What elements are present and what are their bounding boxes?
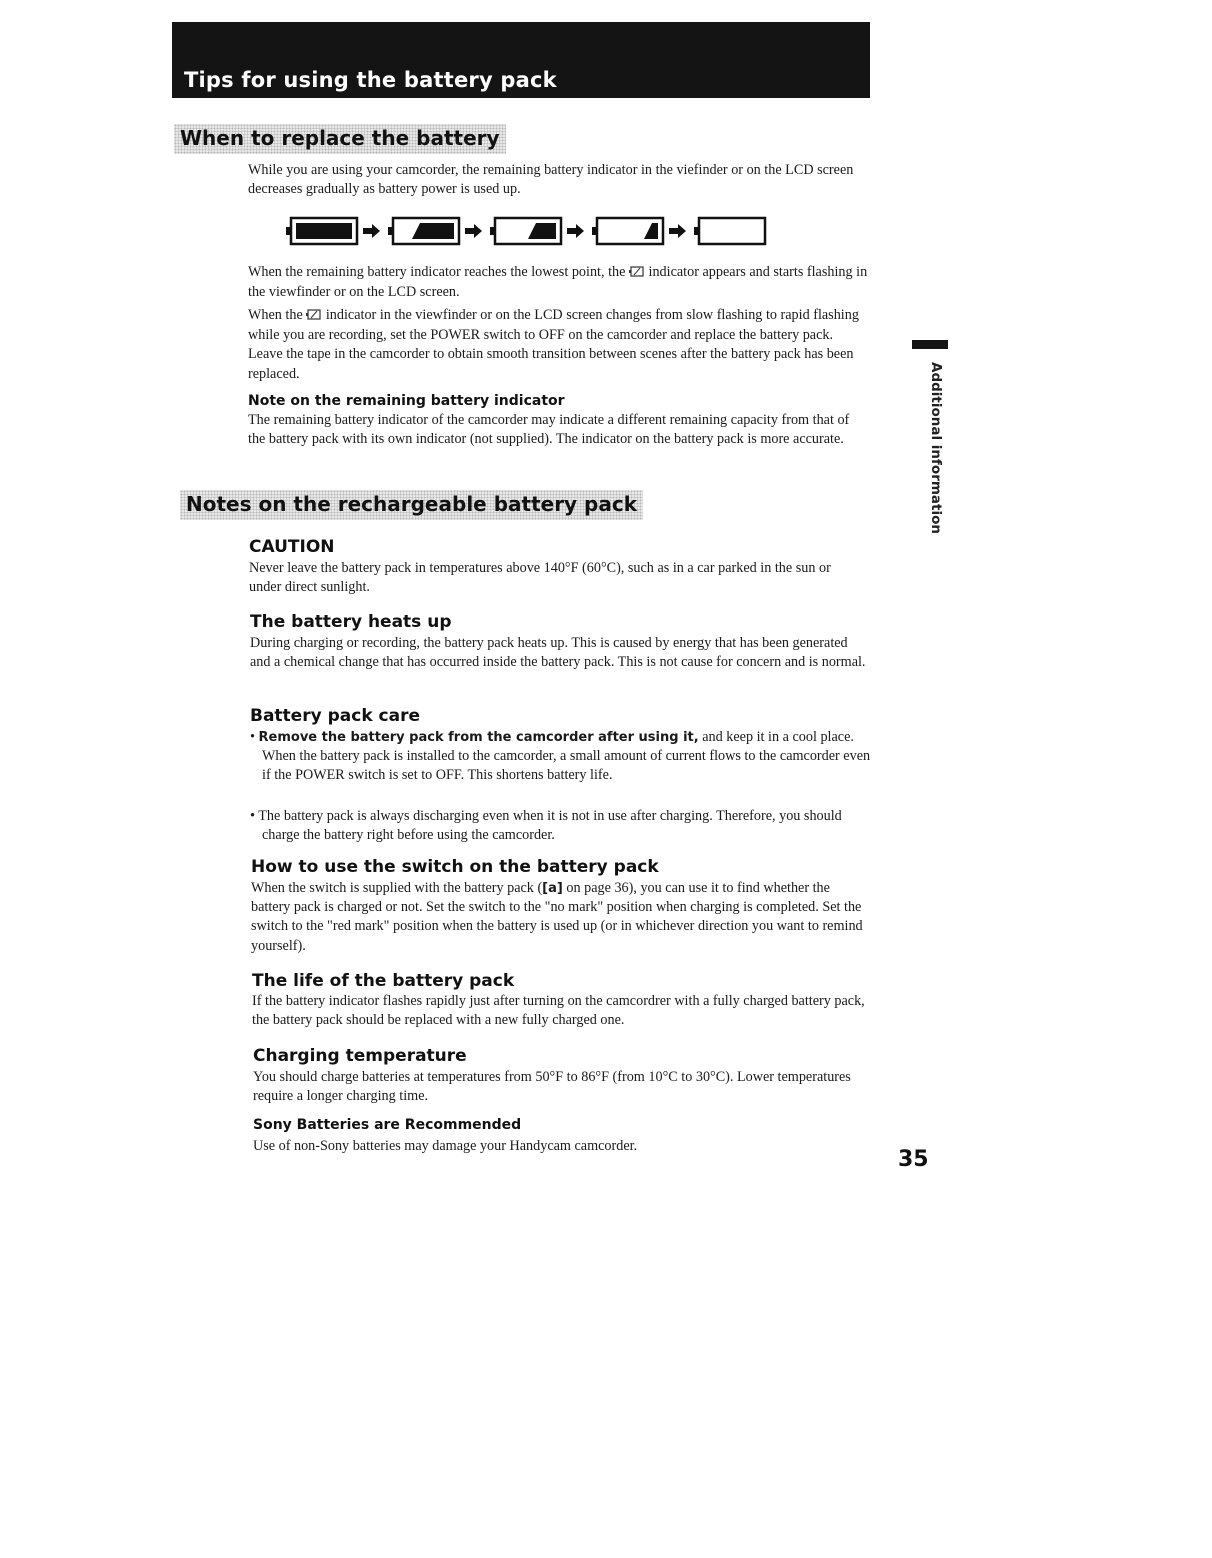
arrow-right-icon: [567, 224, 584, 238]
battery-icon: [592, 218, 663, 244]
care-bullet: • Remove the battery pack from the camcorder after using it, and keep it in a cool place. When the battery pack is installed to the camcorder, a small amount of current flows to the camcorder even if the POWER switch is set to OFF. This shortens battery life.: [250, 729, 871, 784]
note-paragraph: The remaining battery indicator of the camcorder may indicate a different remaining capacity from that of the battery pack with its own indicator (not supplied). The indicator on the battery pack is more accurate.: [248, 412, 850, 448]
battery-warning-icon: [306, 307, 322, 326]
battery-icon: [694, 218, 765, 244]
header-bar: [172, 22, 870, 98]
temperature-heading: Charging temperature: [253, 1046, 467, 1066]
section-title-notes: Notes on the rechargeable battery pack: [180, 490, 643, 520]
header-title: Tips for using the battery pack: [184, 68, 557, 92]
heats-up-heading: The battery heats up: [250, 612, 452, 632]
lowest-point-paragraph: When the remaining battery indicator reaches the lowest point, the indicator appears and starts flashing in the viewfinder or on the LCD screen.: [248, 264, 868, 301]
figure-reference: [a]: [542, 881, 563, 896]
rapid-flashing-paragraph: When the indicator in the viewfinder or on the LCD screen changes from slow flashing to rapid flashing while you are recording, set the POWER switch to OFF on the camcorder and replace the battery pack. Leave the tape in the camcorder to obtain smooth transition between scenes after the battery pack has been replaced.: [248, 307, 859, 382]
battery-icon: [286, 218, 357, 244]
intro-paragraph: While you are using your camcorder, the remaining battery indicator in the viefinder or on the LCD screen decreases gradually as battery power is used up.: [248, 162, 854, 198]
note-heading: Note on the remaining battery indicator: [248, 393, 565, 409]
life-paragraph: If the battery indicator flashes rapidly just after turning on the camcordrer with a fully charged battery pack, the battery pack should be replaced with a new fully charged one.: [252, 993, 865, 1029]
care-heading: Battery pack care: [250, 706, 420, 726]
arrow-right-icon: [363, 224, 380, 238]
care-bullet: • The battery pack is always discharging even when it is not in use after charging. Therefore, you should charge the battery right before using the camcorder.: [250, 808, 842, 844]
side-tab-label: Additional information: [928, 362, 944, 534]
page-number: 35: [898, 1147, 929, 1172]
switch-paragraph: When the switch is supplied with the battery pack ([a] on page 36), you can use it to find whether the battery pack is charged or not. Set the switch to the "no mark" position when charging is completed. Set the switch to the "red mark" position when the battery is used up (or in whichever direction you want to remind yourself).: [251, 880, 863, 954]
life-heading: The life of the battery pack: [252, 971, 515, 991]
battery-level-sequence: [286, 216, 776, 246]
battery-icon: [388, 218, 459, 244]
temperature-paragraph: You should charge batteries at temperatures from 50°F to 86°F (from 10°C to 30°C). Lower temperatures require a longer charging time.: [253, 1069, 851, 1105]
arrow-right-icon: [669, 224, 686, 238]
switch-heading: How to use the switch on the battery pack: [251, 857, 659, 877]
caution-paragraph: Never leave the battery pack in temperatures above 140°F (60°C), such as in a car parked in the sun or under direct sunlight.: [249, 560, 831, 596]
battery-icon: [490, 218, 561, 244]
caution-heading: CAUTION: [249, 537, 335, 557]
heats-up-paragraph: During charging or recording, the battery pack heats up. This is caused by energy that has been generated and a chemical change that has occurred inside the battery pack. This is not cause for concern and is normal.: [250, 635, 866, 671]
battery-warning-icon: [629, 264, 645, 283]
arrow-right-icon: [465, 224, 482, 238]
side-tab-marker: [912, 340, 948, 349]
section-title-replace: When to replace the battery: [174, 124, 506, 154]
sony-heading: Sony Batteries are Recommended: [253, 1117, 522, 1133]
sony-paragraph: Use of non-Sony batteries may damage your Handycam camcorder.: [253, 1138, 638, 1154]
